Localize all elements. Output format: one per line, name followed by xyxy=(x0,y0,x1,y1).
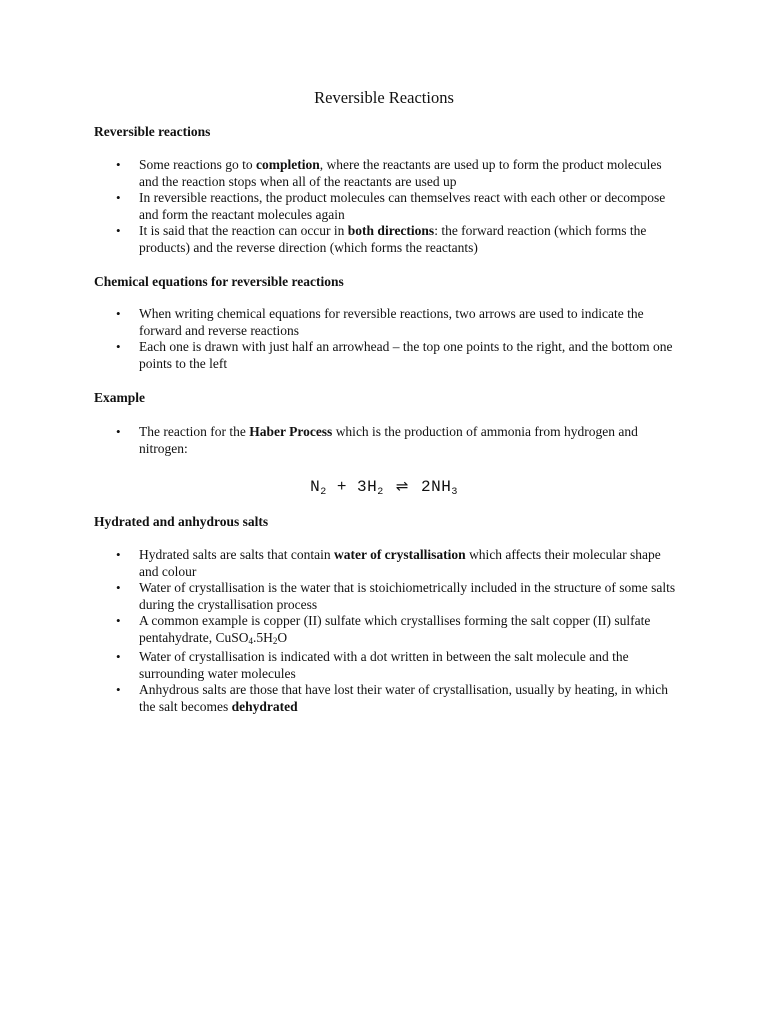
section-heading-example: Example xyxy=(94,390,146,405)
bullet-icon: • xyxy=(116,424,121,439)
bullet-icon: • xyxy=(116,190,121,205)
equilibrium-arrow-icon: ⇌ xyxy=(395,477,409,495)
bullet-icon: • xyxy=(116,547,121,562)
bullet-icon: • xyxy=(116,339,121,354)
list-item: • Anhydrous salts are those that have lost their water of crystallisation, usually by heating, in which the salt becomes dehydrated xyxy=(116,682,669,714)
bullet-icon: • xyxy=(116,649,121,664)
bullet-list-example xyxy=(0,424,768,457)
section-heading-reversible-reactions: Reversible reactions xyxy=(94,124,211,139)
list-item: • The reaction for the Haber Process which is the production of ammonia from hydrogen and nitrogen: xyxy=(116,424,638,456)
bullet-icon: • xyxy=(116,223,121,238)
list-item: • Water of crystallisation is the water that is stoichiometrically included in the structure of some salts during the crystallisation process xyxy=(116,580,676,612)
section-heading-chemical-equations: Chemical equations for reversible reactions xyxy=(94,274,344,289)
list-item: • When writing chemical equations for reversible reactions, two arrows are used to indicate the forward and reverse reactions xyxy=(116,306,644,338)
haber-process-equation: $N_2 + 3H_2$ ⇌ $2NH_3$ xyxy=(310,477,458,498)
list-item: • Some reactions go to completion, where the reactants are used up to form the product molecules and the reaction stops when all of the reactants are used up xyxy=(116,157,662,189)
bullet-icon: • xyxy=(116,157,121,172)
bullet-icon: • xyxy=(116,306,121,321)
bullet-list-hydrated-salts xyxy=(0,547,768,715)
list-item: • Water of crystallisation is indicated with a dot written in between the salt molecule and the surrounding water molecules xyxy=(116,649,629,681)
list-item: • Each one is drawn with just half an arrowhead – the top one points to the right, and the bottom one points to the left xyxy=(116,339,673,371)
list-item: • A common example is copper (II) sulfate which crystallises forming the salt copper (II) sulfate pentahydrate, $CuSO_4.5H_2O$ xyxy=(116,613,651,646)
bullet-icon: • xyxy=(116,580,121,595)
section-heading-hydrated-salts: Hydrated and anhydrous salts xyxy=(94,514,269,529)
bullet-list-chemical-equations xyxy=(0,306,768,372)
list-item: • Hydrated salts are salts that contain water of crystallisation which affects their molecular shape and colour xyxy=(116,547,661,579)
document-title: Reversible Reactions xyxy=(314,88,454,107)
bullet-list-reversible-reactions xyxy=(0,157,768,256)
list-item: • In reversible reactions, the product molecules can themselves react with each other or decompose and form the reactant molecules again xyxy=(116,190,666,222)
bullet-icon: • xyxy=(116,613,121,628)
bullet-icon: • xyxy=(116,682,121,697)
list-item: • It is said that the reaction can occur in both directions: the forward reaction (which forms the products) and the reverse direction (which forms the reactants) xyxy=(116,223,647,255)
